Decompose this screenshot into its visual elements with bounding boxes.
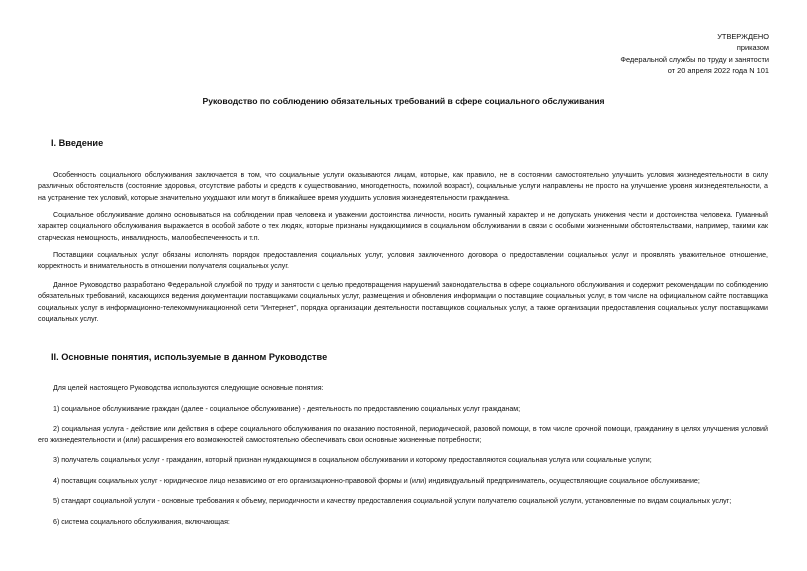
paragraph: Для целей настоящего Руководства используются следующие основные понятия: [53, 384, 324, 392]
paragraph: 1) социальное обслуживание граждан (далее - социальное обслуживание) - деятельность по предоставлению социальных услуг гражданам; [53, 405, 521, 413]
approval-line: УТВЕРЖДЕНО [717, 32, 769, 41]
document-title: Руководство по соблюдению обязательных требований в сфере социального обслуживания [202, 96, 605, 106]
approval-line: от 20 апреля 2022 года N 101 [667, 66, 769, 76]
paragraph: Особенность социального обслуживания заключается в том, что социальные услуги оказываются лицам, которые, как правило, не в состоянии самостоятельно улучшить условия жизнедеятельности в силу различных обстоятельств (состояние здоровья, отсутствие работы и средств к существованию, многодетность, пожилой возраст), социальные услуги направлены не просто на улучшение уровня жизнедеятельности, а на устранение тех условий, которые значительно ухудшают или могут в ближайшее время ухудшить условия жизнедеятельности гражданина. [38, 171, 768, 202]
paragraph: 2) социальная услуга - действие или действия в сфере социального обслуживания по оказанию постоянной, периодической, разовой помощи, в том числе срочной помощи, гражданину в целях улучшения условий его жизнедеятельности и (или) расширения его возможностей самостоятельно обеспечивать свои основные жизненные потребности; [38, 425, 768, 445]
approval-line: Федеральной службы по труду и занятости [620, 54, 769, 64]
paragraph: 4) поставщик социальных услуг - юридическое лицо независимо от его организационно-правовой формы и (или) индивидуальный предприниматель, осуществляющие социальное обслуживание; [53, 477, 700, 485]
paragraph: 6) система социального обслуживания, включающая: [53, 518, 230, 526]
section-heading-basic-concepts: II. Основные понятия, используемые в данном Руководстве [51, 352, 328, 362]
approval-line: приказом [736, 43, 769, 53]
paragraph: 5) стандарт социальной услуги - основные требования к объему, периодичности и качеству предоставления социальной услуги получателю социальной услуги, установленные по видам социальных услуг; [53, 497, 732, 505]
paragraph: 3) получатель социальных услуг - гражданин, который признан нуждающимся в социальном обслуживании и которому предоставляются социальная услуга или социальные услуги; [53, 456, 652, 464]
paragraph: Поставщики социальных услуг обязаны исполнять порядок предоставления социальных услуг, условия заключенного договора о предоставлении социальных услуг и проявлять уважительное отношение, корректность и внимательность в отношении получателя социальных услуг. [38, 251, 768, 271]
paragraph: Социальное обслуживание должно основываться на соблюдении прав человека и уважении достоинства личности, носить гуманный характер и не допускать унижения чести и достоинства человека. Гуманный характер социального обслуживания выражается в особой заботе о тех людях, которые признаны нуждающимися в социальном обслуживании в связи с особыми жизненными обстоятельствами, например, такими как старческая немощность, инвалидность, малообеспеченность и т.п. [38, 211, 768, 242]
section-heading-introduction: I. Введение [51, 138, 104, 148]
approval-stamp [469, 31, 769, 77]
paragraph: Данное Руководство разработано Федеральной службой по труду и занятости с целью предотвращения нарушений законодательства в сфере социального обслуживания и содержит рекомендации по соблюдению обязательных требований, касающихся ведения документации поставщиками социальных услуг, размещения и обновления информации о поставщике социальных услуг, в том числе на официальном сайте поставщика социальных услуг в информационно-телекоммуникационной сети "Интернет", порядка организации деятельности поставщиков социальных услуг, а также организации предоставления социальных услуг поставщиками социальных услуг. [38, 281, 768, 324]
